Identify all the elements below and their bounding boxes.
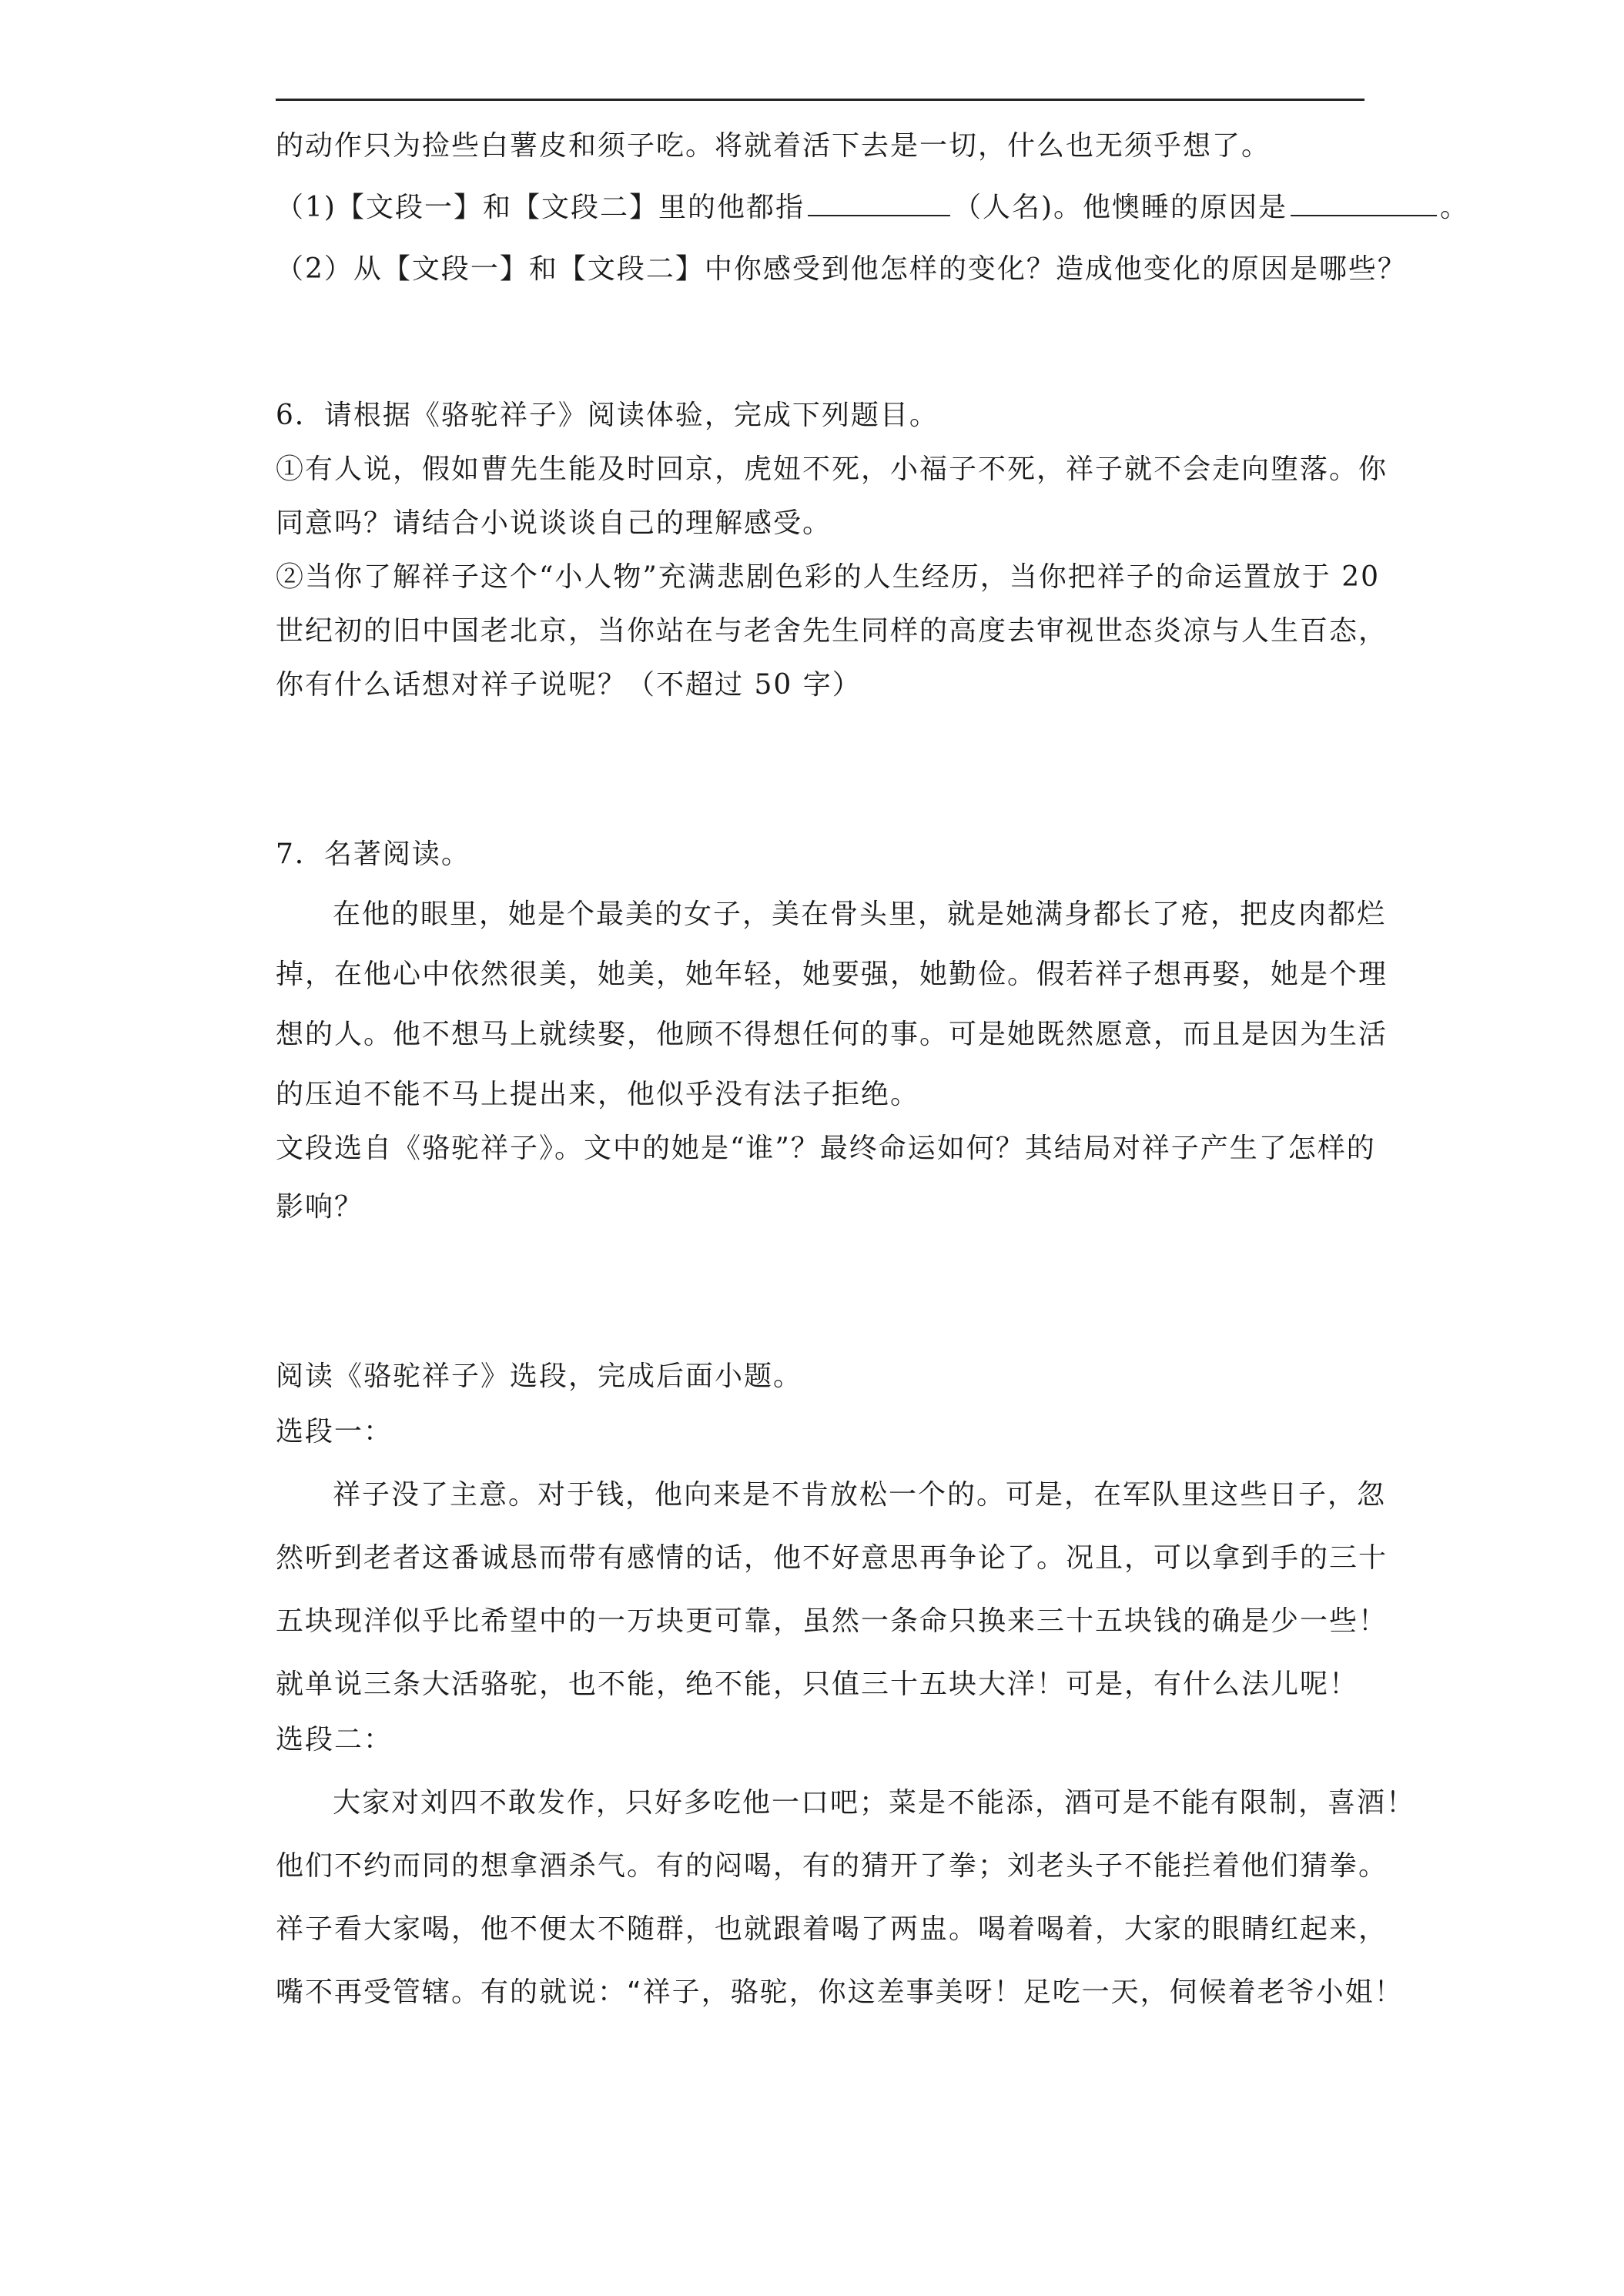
q6-item1-line: 同意吗？请结合小说谈谈自己的理解感受。: [276, 507, 832, 539]
q5-sub1-post: 。: [1440, 192, 1470, 223]
section2-line: 祥子看大家喝，他不便太不随群，也就跟着喝了两盅。喝着喝着，大家的眼睛红起来，: [276, 1913, 1388, 1945]
section2-line: 他们不约而同的想拿酒杀气。有的闷喝，有的猜开了拳；刘老头子不能拦着他们猜拳。: [276, 1850, 1388, 1882]
q5-excerpt-tail: 的动作只为捡些白薯皮和须子吃。将就着活下去是一切，什么也无须乎想了。: [276, 130, 1271, 162]
q5-sub2: （2）从【文段一】和【文段二】中你感受到他怎样的变化？造成他变化的原因是哪些？: [276, 253, 1407, 285]
reading-intro: 阅读《骆驼祥子》选段，完成后面小题。: [276, 1361, 803, 1392]
q7-question-line: 影响？: [276, 1191, 364, 1223]
q7-passage-line: 想的人。他不想马上就续娶，他顾不得想任何的事。可是她既然愿意，而且是因为生活: [276, 1019, 1388, 1050]
section1-line: 然听到老者这番诚恳而带有感情的话，他不好意思再争论了。况且，可以拿到手的三十: [276, 1542, 1388, 1574]
q7-passage-line: 在他的眼里，她是个最美的女子，美在骨头里，就是她满身都长了疮，把皮肉都烂: [333, 899, 1387, 930]
q6-item2-line: ②当你了解祥子这个“小人物”充满悲剧色彩的人生经历，当你把祥子的命运置放于 20: [276, 561, 1381, 593]
q6-item1-line: ①有人说，假如曹先生能及时回京，虎妞不死，小福子不死，祥子就不会走向堕落。你: [276, 454, 1388, 485]
section2-label: 选段二：: [276, 1724, 393, 1755]
q6-stem: 6．请根据《骆驼祥子》阅读体验，完成下列题目。: [276, 400, 939, 431]
q5-sub1-pre: （1)【文段一】和【文段二】里的他都指: [276, 192, 805, 223]
q7-question-line: 文段选自《骆驼祥子》。文中的她是“谁”？最终命运如何？其结局对祥子产生了怎样的: [276, 1133, 1376, 1164]
q6-item2-line: 世纪初的旧中国老北京，当你站在与老舍先生同样的高度去审视世态炎凉与人生百态，: [276, 615, 1388, 647]
q5-sub1: [276, 185, 1470, 231]
section1-line: 祥子没了主意。对于钱，他向来是不肯放松一个的。可是，在军队里这些日子，忽: [333, 1479, 1387, 1511]
section2-line: 大家对刘四不敢发作，只好多吃他一口吧；菜是不能添，酒可是不能有限制，喜酒！: [333, 1787, 1416, 1819]
q7-passage-line: 掉，在他心中依然很美，她美，她年轻，她要强，她勤俭。假若祥子想再娶，她是个理: [276, 959, 1388, 990]
answer-blank-name[interactable]: [808, 186, 950, 216]
q7-stem: 7．名著阅读。: [276, 838, 470, 870]
section1-label: 选段一：: [276, 1416, 393, 1448]
section1-line: 就单说三条大活骆驼，也不能，绝不能，只值三十五块大洋！可是，有什么法儿呢！: [276, 1668, 1359, 1700]
q7-passage-line: 的压迫不能不马上提出来，他似乎没有法子拒绝。: [276, 1079, 920, 1110]
section2-line: 嘴不再受管辖。有的就说：“祥子，骆驼，你这差事美呀！足吃一天，伺候着老爷小姐！: [276, 1976, 1404, 2008]
q6-item2-line: 你有什么话想对祥子说呢？（不超过 50 字）: [276, 669, 862, 701]
section1-line: 五块现洋似乎比希望中的一万块更可靠，虽然一条命只换来三十五块钱的确是少一些！: [276, 1605, 1388, 1637]
header-rule: [276, 99, 1364, 101]
document-page: [276, 123, 1470, 2016]
answer-blank-reason[interactable]: [1291, 186, 1437, 216]
q5-sub1-mid: （人名)。他懊睡的原因是: [953, 192, 1287, 223]
